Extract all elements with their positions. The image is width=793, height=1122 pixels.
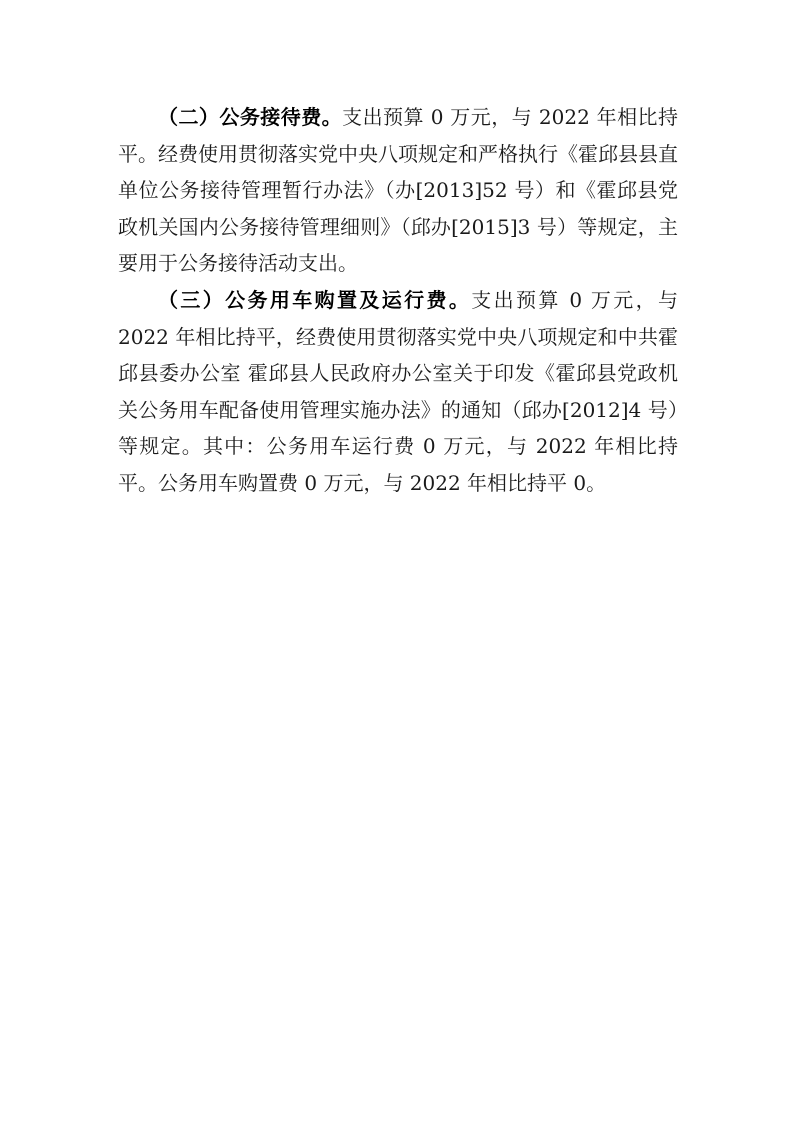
paragraph-vehicle-expense <box>118 282 678 502</box>
section-heading-reception-expense: （二）公务接待费。 <box>158 105 343 129</box>
section-heading-vehicle-expense: （三）公务用车购置及运行费。 <box>158 287 472 312</box>
document-body <box>118 99 678 502</box>
paragraph-reception-expense <box>118 99 678 282</box>
paragraph-text-vehicle-expense: 支出预算 0 万元，与 2022 年相比持平，经费使用贯彻落实党中央八项规定和中共霍邱县委办公室 霍邱县人民政府办公室关于印发《霍邱县党政机关公务用车配备使用管理实施办法》的通知（邱办[2012]4 号）等规定。其中：公务用车运行费 0 万元，与 2022 年相比持平。公务用车购置费 0 万元，与 2022 年相比持平 0。 <box>118 287 678 495</box>
paragraph-text-reception-expense: 支出预算 0 万元，与 2022 年相比持平。经费使用贯彻落实党中央八项规定和严格执行《霍邱县县直单位公务接待管理暂行办法》（办[2013]52 号）和《霍邱县党政机关国内公务接待管理细则》（邱办[2015]3 号）等规定，主要用于公务接待活动支出。 <box>118 105 678 276</box>
